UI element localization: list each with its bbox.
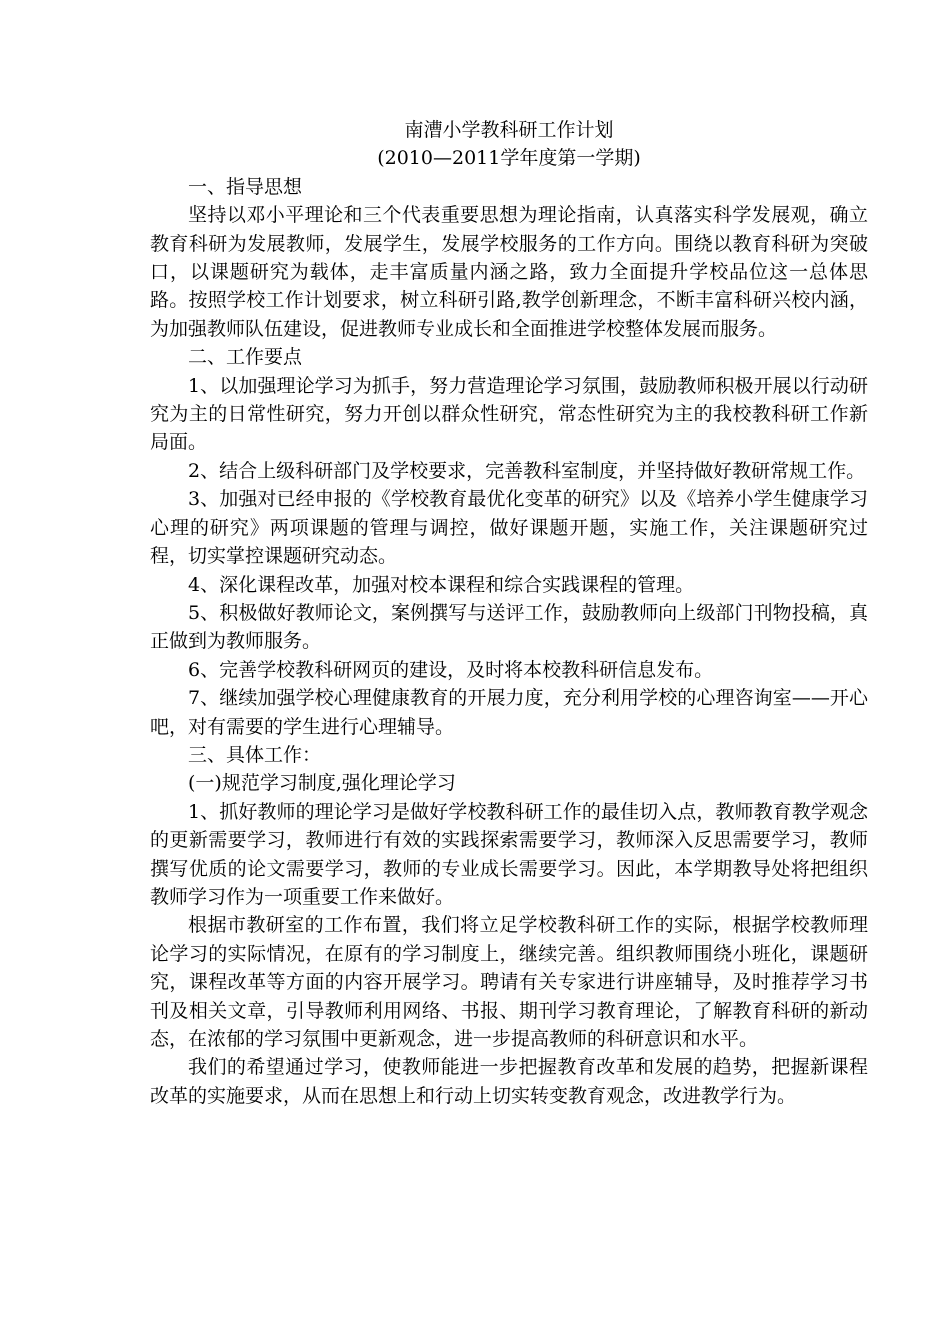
paragraph: 我们的希望通过学习，使教师能进一步把握教育改革和发展的趋势，把握新课程改革的实施要求，从而在思想上和行动上切实转变教育观念，改进教学行为。 bbox=[150, 1056, 868, 1107]
subsection-heading: (一)规范学习制度,强化理论学习 bbox=[188, 772, 456, 795]
list-item: 5、积极做好教师论文，案例撰写与送评工作，鼓励教师向上级部门刊物投稿，真正做到为教师服务。 bbox=[150, 601, 868, 653]
list-item: 7、继续加强学校心理健康教育的开展力度，充分利用学校的心理咨询室——开心吧，对有需要的学生进行心理辅导。 bbox=[150, 687, 868, 738]
list-item: 1、以加强理论学习为抓手，努力营造理论学习氛围，鼓励教师积极开展以行动研究为主的日常性研究，努力开创以群众性研究，常态性研究为主的我校教科研工作新局面。 bbox=[150, 374, 868, 454]
paragraph: 1、抓好教师的理论学习是做好学校教科研工作的最佳切入点，教师教育教学观念的更新需要学习，教师进行有效的实践探索需要学习，教师深入反思需要学习，教师撰写优质的论文需要学习，教师的专业成长需要学习。因此，本学期教导处将把组织教师学习作为一项重要工作来做好。 bbox=[150, 800, 868, 908]
list-item: 4、深化课程改革，加强对校本课程和综合实践课程的管理。 bbox=[188, 573, 695, 596]
list-item: 2、结合上级科研部门及学校要求，完善教科室制度，并坚持做好教研常规工作。 bbox=[188, 459, 866, 482]
document-subtitle: (2010—2011学年度第一学期) bbox=[377, 147, 641, 170]
list-item: 3、加强对已经申报的《学校教育最优化变革的研究》以及《培养小学生健康学习心理的研究》两项课题的管理与调控，做好课题开题，实施工作，关注课题研究过程，切实掌控课题研究动态。 bbox=[150, 488, 868, 568]
document-title: 南漕小学教科研工作计划 bbox=[404, 119, 614, 141]
list-item: 6、完善学校教科研网页的建设，及时将本校教科研信息发布。 bbox=[188, 658, 714, 681]
section-heading-guiding-thought: 一、指导思想 bbox=[188, 175, 303, 198]
section-heading-work-points: 二、工作要点 bbox=[188, 346, 303, 369]
section-heading-specific-work: 三、具体工作： bbox=[188, 743, 322, 766]
paragraph: 根据市教研室的工作布置，我们将立足学校教科研工作的实际，根据学校教师理论学习的实际情况，在原有的学习制度上，继续完善。组织教师围绕小班化，课题研究，课程改革等方面的内容开展学习。聘请有关专家进行讲座辅导，及时推荐学习书刊及相关文章，引导教师利用网络、书报、期刊学习教育理论，了解教育科研的新动态，在浓郁的学习氛围中更新观念，进一步提高教师的科研意识和水平。 bbox=[150, 914, 868, 1050]
document-body bbox=[150, 116, 868, 1110]
paragraph: 坚持以邓小平理论和三个代表重要思想为理论指南，认真落实科学发展观，确立教育科研为发展教师，发展学生，发展学校服务的工作方向。围绕以教育科研为突破口，以课题研究为载体，走丰富质量内涵之路，致力全面提升学校品位这一总体思路。按照学校工作计划要求，树立科研引路,教学创新理念，不断丰富科研兴校内涵，为加强教师队伍建设，促进教师专业成长和全面推进学校整体发展而服务。 bbox=[150, 204, 868, 340]
